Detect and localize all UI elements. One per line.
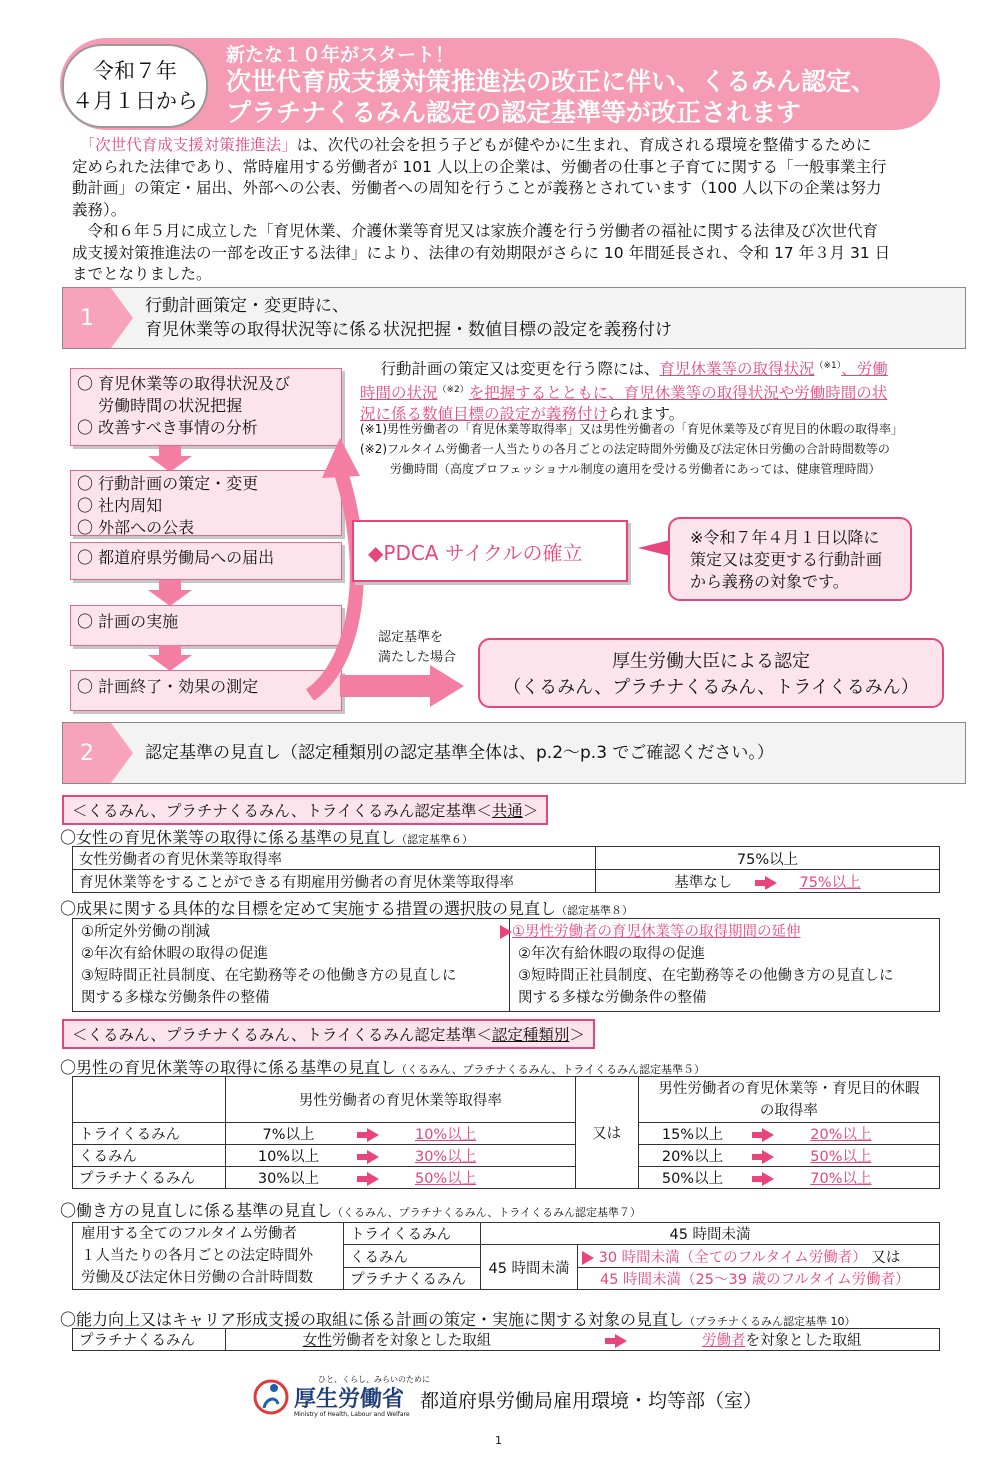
title-line2: プラチナくるみん認定の認定基準等が改正されます — [226, 98, 802, 127]
section-arrow-shape — [111, 288, 133, 348]
header-kicker: 新たな１０年がスタート！ — [226, 44, 455, 66]
section-number: 1 — [63, 288, 111, 348]
new-options-cell — [510, 919, 940, 1012]
table-cell: 45 時間未満 — [481, 1223, 940, 1245]
office-name: 都道府県労働局雇用環境・均等部（室） — [420, 1390, 763, 1412]
section-title-line: 行動計画策定・変更時に、 — [145, 296, 349, 316]
section-number: 2 — [63, 723, 111, 783]
table-cell: 育児休業等をすることができる有期雇用労働者の育児休業等取得率 — [73, 870, 596, 893]
table-men-leave — [72, 1076, 940, 1189]
cert-line: 厚生労働大臣による認定 — [612, 651, 810, 672]
down-arrow-icon — [148, 446, 192, 472]
certification-box — [478, 638, 944, 708]
table-row — [73, 1167, 940, 1189]
table-cell — [578, 1245, 940, 1268]
label-line: １人当たりの各月ごとの法定時間外 — [81, 1248, 313, 1264]
table-cell — [226, 1329, 569, 1351]
table-row — [73, 1329, 940, 1351]
change-arrow-icon — [367, 1172, 379, 1186]
title-line1: 次世代育成支援対策推進法の改正に伴い、くるみん認定、 — [226, 67, 877, 96]
table-cell — [746, 1123, 939, 1145]
old-value: 基準なし — [674, 874, 733, 891]
table-cell — [746, 1145, 939, 1167]
table-cell: 7%以上 — [226, 1123, 351, 1145]
table-cell: 10%以上 — [226, 1145, 351, 1167]
table-cell: 75%以上 — [596, 847, 940, 870]
ministry-tagline: ひと、くらし、みらいのために — [318, 1375, 430, 1384]
or-text: 又は — [871, 1249, 901, 1266]
section-title: 認定基準の見直し（認定種類別の認定基準全体は、p.2～p.3 でご確認ください。） — [145, 743, 774, 763]
table-cell: 女性労働者の育児休業等取得率 — [73, 847, 596, 870]
tag-emphasis: 共通 — [491, 802, 523, 820]
meets-line: 満たした場合 — [378, 650, 457, 665]
meets-line: 認定基準を — [378, 630, 444, 645]
page-number: 1 — [495, 1434, 502, 1447]
change-arrow-icon — [762, 1128, 774, 1142]
desc-text: 行動計画の策定又は変更を行う際には、 — [380, 360, 660, 379]
option-line: 関する多様な労働条件の整備 — [81, 990, 270, 1006]
table-cell: トライくるみん — [73, 1123, 226, 1145]
table-row — [73, 870, 940, 893]
flow-line: 〇 育児休業等の取得状況及び — [77, 374, 291, 393]
deadline-note-box — [668, 517, 912, 601]
option-line: ①所定外労働の削減 — [81, 924, 210, 940]
table-cell — [568, 1329, 940, 1351]
subheading-note: （プラチナくるみん認定基準 10） — [684, 1315, 856, 1328]
table-cell: プラチナくるみん — [73, 1329, 226, 1351]
desc-highlight: 況に係る数値目標の設定が義務付け — [360, 405, 609, 424]
table-cell — [73, 1077, 226, 1123]
pdca-box — [352, 520, 628, 582]
subheading-note: （認定基準６） — [396, 833, 474, 846]
intro-text: は、次代の社会を担う子どもが健やかに生まれ、育成される環境を整備するために — [296, 136, 872, 154]
old-value: 労働者を対象とした取組 — [331, 1333, 492, 1349]
table-cell: プラチナくるみん — [344, 1268, 481, 1290]
flow-line: 〇 改善すべき事情の分析 — [77, 418, 258, 437]
ministry-name-en: Ministry of Health, Labour and Welfare — [294, 1411, 410, 1418]
table-cell: 30%以上 — [226, 1167, 351, 1189]
down-arrow-icon — [148, 580, 192, 606]
down-arrow-icon — [148, 645, 192, 671]
new-value: 30 時間未満（全てのフルタイム労働者） — [598, 1249, 867, 1266]
table-cell — [351, 1167, 575, 1189]
intro-text: 動計画」の策定・届出、外部への公表、労働者への周知を行うことが義務とされています（100 人以下の企業は努力 — [72, 179, 882, 197]
intro-paragraph-1 — [72, 135, 967, 221]
option-line-new: ①男性労働者の育児休業等の取得期間の延伸 — [512, 924, 801, 940]
table-cell — [351, 1123, 575, 1145]
option-line: ②年次有給休暇の取得の促進 — [518, 946, 705, 962]
table-cell — [73, 1223, 344, 1290]
option-line: ②年次有給休暇の取得の促進 — [81, 946, 268, 962]
old-options-cell — [73, 919, 510, 1012]
table-cell: くるみん — [344, 1245, 481, 1268]
subheading-work-style — [60, 1198, 641, 1221]
flow-line: 〇 外部への公表 — [77, 518, 195, 537]
table-cell: 50%以上 — [638, 1167, 746, 1189]
table-row — [73, 1077, 940, 1123]
new-value: 30%以上 — [414, 1149, 477, 1165]
intro-text: 令和６年５月に成立した「育児休業、介護休業等育児又は家族介護を行う労働者の福祉に関する法律及び次世代育 — [87, 222, 879, 240]
old-value-emphasis: 女性 — [302, 1333, 332, 1349]
table-header: 男性労働者の育児休業等取得率 — [226, 1077, 576, 1123]
new-value: 10%以上 — [414, 1127, 477, 1143]
right-arrow-icon — [340, 675, 430, 697]
header-line: の取得率 — [759, 1102, 818, 1119]
desc-text: られます。 — [608, 405, 685, 424]
subheading-text: 〇働き方の見直しに係る基準の見直し — [60, 1201, 333, 1220]
subheading-text: 〇成果に関する具体的な目標を定めて実施する措置の選択肢の見直し — [60, 899, 557, 918]
note-line: 策定又は変更する行動計画 — [690, 550, 883, 569]
label-line: 雇用する全てのフルタイム労働者 — [81, 1226, 298, 1242]
subheading-women-leave — [60, 825, 473, 848]
table-cell — [578, 1268, 940, 1290]
tag-text: ＜くるみん、プラチナくるみん、トライくるみん認定基準＜ — [72, 1026, 492, 1044]
flow-line: 労働時間の状況把握 — [77, 396, 243, 415]
intro-text: までとなりました。 — [72, 265, 212, 283]
table-row — [73, 1123, 940, 1145]
table-career — [72, 1328, 940, 1351]
intro-paragraph-2 — [72, 221, 967, 286]
change-arrow-icon — [762, 1150, 774, 1164]
intro-text: 定められた法律であり、常時雇用する労働者が 101 人以上の企業は、労働者の仕事と子育てに関する「一般事業主行 — [72, 157, 887, 176]
table-work-style — [72, 1222, 940, 1290]
subheading-note: （くるみん、プラチナくるみん、トライくるみん認定基準７） — [332, 1206, 642, 1219]
note-line: ※令和７年４月１日以降に — [690, 528, 880, 547]
table-women-leave — [72, 846, 940, 893]
label-line: 労働及び法定休日労働の合計時間数 — [81, 1270, 313, 1286]
header-line: 男性労働者の育児休業等・育児目的休暇 — [658, 1080, 920, 1097]
flow-line: 〇 計画終了・効果の測定 — [77, 677, 259, 696]
tag-text: ＞ — [569, 1026, 585, 1044]
subheading-text: 〇女性の育児休業等の取得に係る基準の見直し — [60, 828, 397, 847]
table-row — [73, 919, 940, 1012]
option-line: 関する多様な労働条件の整備 — [518, 990, 707, 1006]
table-cell: くるみん — [73, 1145, 226, 1167]
option-line: ③短時間正社員制度、在宅勤務等その他働き方の見直しに — [518, 968, 894, 984]
table-measures — [72, 918, 940, 1012]
subheading-career — [60, 1307, 856, 1330]
note-text: (※2)フルタイム労働者一人当たりの各月ごとの法定時間外労働及び法定休日労働の合計時間数等の — [360, 442, 890, 456]
section-1-description — [360, 356, 960, 425]
option-line: ③短時間正社員制度、在宅勤務等その他働き方の見直しに — [81, 968, 457, 984]
pdca-label: ◆PDCA サイクルの確立 — [368, 540, 583, 565]
desc-highlight: 時間の状況 — [360, 384, 438, 403]
table-cell — [351, 1145, 575, 1167]
section-2-bar — [62, 722, 966, 784]
change-arrow-icon — [762, 1172, 774, 1186]
page-title — [226, 66, 876, 128]
tag-type-criteria — [62, 1019, 595, 1049]
desc-sup: （※2） — [437, 385, 469, 396]
subheading-measures — [60, 896, 633, 919]
new-value-rest: を対象とした取組 — [745, 1333, 862, 1349]
old-value: 45 時間未満 — [488, 1260, 570, 1277]
table-header — [638, 1077, 939, 1123]
table-cell: トライくるみん — [344, 1223, 481, 1245]
tag-emphasis: 認定種類別 — [491, 1026, 570, 1044]
desc-highlight: 、労働 — [841, 360, 888, 379]
intro-text: 義務）。 — [72, 200, 127, 219]
subheading-note: （認定基準８） — [556, 904, 634, 917]
new-value: 50%以上 — [414, 1171, 477, 1187]
change-arrow-icon — [582, 1251, 594, 1265]
desc-highlight: を把握するとともに、育児休業等の取得状況や労働時間の状 — [468, 384, 888, 403]
table-row — [73, 847, 940, 870]
new-value: 労働者 — [702, 1333, 746, 1349]
date-line1: 令和７年 — [93, 59, 177, 83]
subheading-note: （くるみん、プラチナくるみん、トライくるみん認定基準５） — [396, 1063, 706, 1076]
tag-text: ＜くるみん、プラチナくるみん、トライくるみん認定基準＜ — [72, 802, 492, 820]
change-arrow-icon — [615, 1334, 627, 1348]
table-cell: プラチナくるみん — [73, 1167, 226, 1189]
table-cell — [746, 1167, 939, 1189]
section-title-line: 育児休業等の取得状況等に係る状況把握・数値目標の設定を義務付け — [145, 320, 672, 340]
ministry-name: 厚生労働省 — [294, 1387, 405, 1412]
tag-text: ＞ — [522, 802, 539, 820]
effective-date-badge — [62, 44, 208, 128]
subheading-text: 〇能力向上又はキャリア形成支援の取組に係る計画の策定・実施に関する対象の見直し — [60, 1310, 685, 1329]
new-value: 75%以上 — [799, 874, 861, 891]
law-name: 「次世代育成支援対策推進法」 — [87, 136, 297, 154]
desc-highlight: 育児休業等の取得状況 — [659, 360, 815, 379]
new-value: 45 時間未満（25～39 歳のフルタイム労働者） — [600, 1272, 910, 1288]
flow-line: 〇 都道府県労働局への届出 — [77, 548, 275, 567]
table-cell — [481, 1245, 578, 1290]
new-value: 50%以上 — [810, 1149, 872, 1165]
new-value: 70%以上 — [810, 1171, 872, 1187]
intro-text: 成支援対策推進法の一部を改正する法律」により、法律の有効期限がさらに 10 年間延長され、令和 17 年３月 31 日 — [72, 243, 891, 262]
table-row — [73, 1223, 940, 1245]
date-line2: ４月１日から — [72, 89, 198, 113]
note-text: (※1)男性労働者の「育児休業等取得率」又は男性労働者の「育児休業等及び育児目的休暇の取得率」 — [360, 422, 904, 436]
table-cell — [596, 870, 940, 893]
table-row — [73, 1145, 940, 1167]
change-arrow-icon — [755, 875, 777, 891]
flow-line: 〇 計画の実施 — [77, 612, 179, 631]
section-title — [145, 294, 672, 342]
section-1-notes — [360, 419, 960, 479]
desc-sup: （※1） — [814, 361, 842, 371]
meets-criteria-label — [378, 628, 456, 668]
pointer-icon — [638, 540, 670, 556]
section-arrow-shape — [111, 723, 133, 783]
table-cell: 15%以上 — [638, 1123, 746, 1145]
table-cell: 20%以上 — [638, 1145, 746, 1167]
flow-line: 〇 行動計画の策定・変更 — [77, 474, 259, 493]
section-1-bar — [62, 287, 966, 349]
note-text: 労働時間（高度プロフェッショナル制度の適用を受ける労働者にあっては、健康管理時間） — [390, 462, 881, 476]
cert-line: （くるみん、プラチナくるみん、トライくるみん） — [503, 677, 919, 698]
change-arrow-icon — [367, 1150, 379, 1164]
flow-line: 〇 社内周知 — [77, 496, 163, 515]
or-label: 又は — [575, 1077, 638, 1189]
ministry-logo-icon — [252, 1378, 290, 1416]
right-arrow-head — [430, 665, 464, 707]
new-value: 20%以上 — [810, 1127, 872, 1143]
change-arrow-icon — [367, 1128, 379, 1142]
subheading-text: 〇男性の育児休業等の取得に係る基準の見直し — [60, 1058, 397, 1077]
note-line: から義務の対象です。 — [690, 572, 849, 591]
subheading-men-leave — [60, 1055, 705, 1078]
tag-common-criteria — [62, 795, 548, 825]
